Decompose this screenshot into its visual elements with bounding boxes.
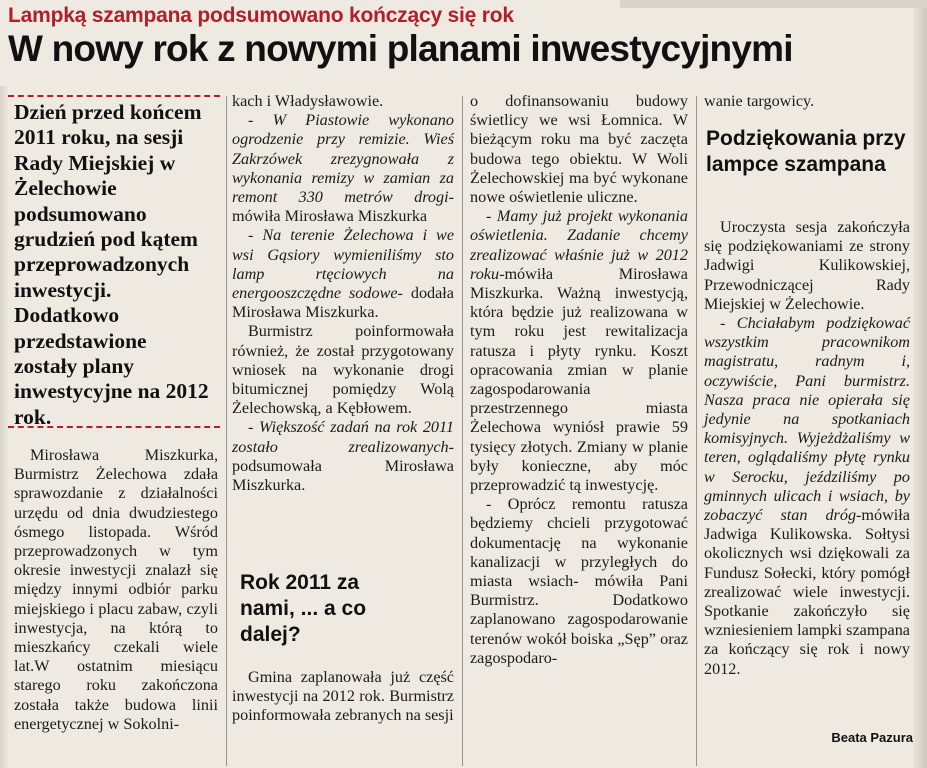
col3-paragraph-0: o dofinansowaniu budowy świetlicy we wsi Łomnica. W bieżącym roku ma być zaczęta budowa tego obiektu. W Woli Żelechowskiej ma być wykonane nowe oświetlenie uliczne.	[470, 92, 688, 207]
col2-attribution-1: mówiła Mirosława Miszkurka	[232, 207, 428, 226]
col3-quote-1: - Mamy już projekt wykonania oświetlenia. Zadanie chcemy zrealizować właśnie już w 2012 roku	[470, 207, 688, 283]
col2-quote-2: - Na terenie Żelechowa i we wsi Gąsiory wymieniliśmy sto lamp rtęciowych na energooszczędne sodowe-	[232, 226, 454, 303]
subhead-podziekowania: Podziękowania przy lampce szampana	[706, 127, 906, 176]
col4-paragraph-2	[704, 314, 910, 679]
col2-quote-4: - Większość zadań na rok 2011 zostało zrealizowanych-	[232, 418, 454, 456]
col2-paragraph-5: Gmina zaplanowała już część inwestycji na 2012 rok. Burmistrz poinformowała zebranych na sesji	[232, 668, 454, 725]
col2-attribution-2: dodała Mirosława Miszkurka.	[232, 284, 454, 322]
col2-quote-1: - W Piastowie wykonano ogrodzenie przy remizie. Wieś Zakrzówek zrezygnowała z wykonania remizy w zamian za remont 330 metrów drogi-	[232, 111, 454, 207]
column-2	[232, 92, 454, 495]
subhead-rok-2011: Rok 2011 za nami, ... a co dalej?	[240, 571, 367, 646]
column-rule-3	[696, 96, 697, 766]
col2-paragraph-1	[232, 111, 454, 226]
adjacent-article-edge-top	[620, 0, 927, 8]
adjacent-page-edge-right	[913, 0, 927, 768]
col2-paragraph-2	[232, 226, 454, 322]
byline: Beata Pazura	[831, 730, 913, 745]
adjacent-page-edge-left	[0, 86, 8, 768]
column-rule-2	[462, 96, 463, 766]
col2-paragraph-4	[232, 418, 454, 495]
lead-paragraph: Dzień przed końcem 2011 roku, na sesji Rady Miejskiej w Żelechowie podsumowano grudzień pod kątem przeprowadzonych inwestycji. Dodatkowo przedstawione zostały plany inwestycyjne na 2012 rok.	[14, 100, 209, 429]
column-rule-1	[226, 96, 227, 766]
col3-paragraph-1	[470, 207, 688, 495]
lead-divider-top	[8, 95, 220, 97]
column-4-body	[704, 218, 910, 679]
col2-attribution-4: podsumowała Mirosława Miszkurka.	[232, 456, 454, 495]
column-3	[470, 92, 688, 668]
column-2-bottom	[232, 668, 454, 726]
col2-paragraph-3: Burmistrz poinformowała również, że został przygotowany wniosek na wykonanie drogi bitumicznej pomiędzy Wolą Żelechowską, a Kębłowem.	[232, 322, 454, 418]
col4-attribution-2: -mówiła Jadwiga Kulikowska. Sołtysi okolicznych wsi dziękowali za Fundusz Sołecki, który pomógł zrealizować wiele inwestycji. Spotkanie zakończyło się wzniesieniem lampki szampana za kończący się rok i nowy 2012.	[704, 506, 910, 678]
col4-quote-2: - Chciałabym podziękować wszystkim pracownikom magistratu, radnym i, oczywiście, Pani burmistrz. Nasza praca nie opierała się jedynie na spotkaniach komisyjnych. Wyjeżdżaliśmy w teren, oglądaliśmy płytę rynku w Serocku, jeździliśmy po gminnych ulicach i wsiach, by zobaczyć stan dróg	[704, 314, 910, 525]
lead-divider-bottom	[8, 426, 220, 428]
col4-paragraph-0: wanie targowicy.	[704, 92, 815, 110]
col2-paragraph-0: kach i Władysławowie.	[232, 92, 384, 110]
col3-paragraph-2: - Oprócz remontu ratusza będziemy chcieli przygotować dokumentację na wykonanie kanalizacji w przyległych do miasta wsiach- mówiła Pani Burmistrz. Dodatkowo zaplanowano zagospodarowanie terenów wokół boiska „Sęp” oraz zagospodaro-	[470, 495, 688, 667]
col4-paragraph-1: Uroczysta sesja zakończyła się podziękowaniami ze strony Jadwigi Kulikowskiej, Przewodniczącej Rady Miejskiej w Żelechowie.	[704, 218, 910, 313]
col1-paragraph-1: Mirosława Miszkurka, Burmistrz Żelechowa zdała sprawozdanie z działalności urzędu od dnia dwudziestego ósmego listopada. Wśród przeprowadzonych w tym okresie inwestycji znalazł się między innymi odbiór parku miejskiego i placu zabaw, czyli inwestycja, na którą to mieszkańcy czekali wiele lat.W ostatnim miesiącu starego roku zakończona została także budowa linii energetycznej w Sokolni-	[14, 446, 218, 733]
col3-attribution-1: -mówiła Mirosława Miszkurka. Ważną inwestycją, która będzie już realizowana w tym roku jest rewitalizacja ratusza i płyty rynku. Koszt opracowania zmian w planie zagospodarowania przestrzennego miasta Żelechowa wyniósł prawie 59 tysięcy złotych. Zmiany w planie były konieczne, aby móc przeprowadzić tą inwestycję.	[470, 264, 688, 495]
headline: W nowy rok z nowymi planami inwestycyjnymi	[8, 28, 793, 69]
column-4	[704, 92, 910, 111]
kicker: Lampką szampana podsumowano kończący się rok	[8, 4, 514, 27]
column-1	[14, 446, 218, 734]
